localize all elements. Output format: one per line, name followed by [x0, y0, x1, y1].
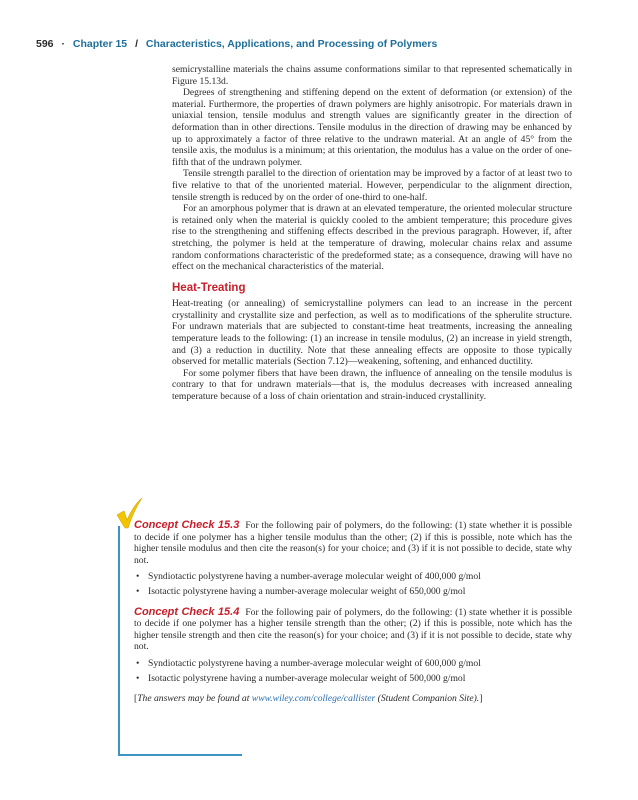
bullet-list [134, 658, 572, 684]
paragraph: semicrystalline materials the chains assume conformations similar to that represented schematically in Figure 15.13d. [172, 64, 572, 87]
answers-note [134, 693, 572, 705]
paragraph: For an amorphous polymer that is drawn at an elevated temperature, the oriented molecular structure is retained only when the material is quickly cooled to the ambient temperature; this procedure gives rise to the strengthening and stiffening effects described in the previous paragraph. However, if, after stretching, the polymer is held at the temperature of drawing, molecular chains relax and assume random conformations characteristic of the predeformed state; as a consequence, drawing will have no effect on the mechanical characteristics of the material. [172, 203, 572, 273]
concept-check-label: Concept Check 15.4 [134, 605, 240, 618]
bracket-open: [ [134, 693, 138, 705]
page-number: 596 [36, 38, 54, 50]
box-rule-horizontal [118, 754, 242, 756]
list-item: • Syndiotactic polystyrene having a number-average molecular weight of 400,000 g/mol [134, 571, 572, 583]
paragraph: Degrees of strengthening and stiffening depend on the extent of deformation (or extension) of the material. Furthermore, the properties of drawn polymers are highly anisotropic. For materials drawn in uniaxial tension, tensile modulus and strength values are significantly greater in the direction of deformation than in other directions. Tensile modulus in the direction of drawing may be enhanced by up to approximately a factor of three relative to the undrawn material. At an angle of 45° from the tensile axis, the modulus is a minimum; at this orientation, the modulus has a value on the order of one-fifth that of the undrawn polymer. [172, 87, 572, 168]
concept-check-question [134, 520, 572, 566]
concept-check-content [134, 520, 572, 705]
running-header [36, 38, 618, 50]
concept-check-box [114, 512, 572, 742]
bullet-list [134, 571, 572, 597]
section-heading: Heat-Treating [172, 281, 246, 294]
main-text [172, 64, 572, 403]
paragraph: Heat-treating (or annealing) of semicrystalline polymers can lead to an increase in the percent crystallinity and crystallite size and perfection, as well as to modifications of the spherulite structure. For undrawn materials that are subjected to constant-time heat treatments, increasing the annealing temperature leads to the following: (1) an increase in tensile modulus, (2) an increase in yield strength, and (3) a reduction in ductility. Note that these annealing effects are opposite to those typically observed for metallic materials (Section 7.12)—weakening, softening, and enhanced ductility. [172, 298, 572, 368]
list-item: • Isotactic polystyrene having a number-average molecular weight of 500,000 g/mol [134, 673, 572, 685]
companion-site-link[interactable]: www.wiley.com/college/callister [251, 693, 376, 705]
list-item: • Syndiotactic polystyrene having a number-average molecular weight of 600,000 g/mol [134, 658, 572, 670]
chapter-number: Chapter 15 [72, 38, 128, 50]
answers-suffix: (Student Companion Site). [375, 693, 480, 705]
question-text: For the following pair of polymers, do the following: (1) state whether it is possible to decide if one polymer has a higher tensile strength than the other; (2) if this is possible, note which has the higher tensile strength and then cite the reason(s) for your choice; and (3) if it is not possible to decide, state why not. [134, 606, 572, 653]
concept-check-question [134, 607, 572, 653]
paragraph: Tensile strength parallel to the direction of orientation may be improved by a factor of at least two to five relative to that of the unoriented material. However, perpendicular to the alignment direction, tensile strength is reduced by on the order of one-third to one-half. [172, 168, 572, 203]
header-divider: / [135, 38, 138, 50]
concept-check-label: Concept Check 15.3 [134, 519, 240, 531]
chapter-title: Characteristics, Applications, and Processing of Polymers [145, 38, 438, 50]
list-item: • Isotactic polystyrene having a number-average molecular weight of 650,000 g/mol [134, 586, 572, 598]
bracket-close: ] [479, 693, 483, 705]
question-text: For the following pair of polymers, do the following: (1) state whether it is possible to decide if one polymer has a higher tensile modulus than the other; (2) if this is possible, note which has the higher tensile modulus and then cite the reason(s) for your choice; and (3) if it is not possible to decide, state why not. [134, 520, 572, 566]
box-rule-vertical [118, 526, 120, 754]
paragraph: For some polymer fibers that have been drawn, the influence of annealing on the tensile modulus is contrary to that for undrawn materials—that is, the modulus decreases with increased annealing temperature because of a loss of chain orientation and strain-induced crystallinity. [172, 367, 572, 403]
header-separator: · [61, 38, 65, 50]
answers-prefix: The answers may be found at [137, 693, 252, 705]
